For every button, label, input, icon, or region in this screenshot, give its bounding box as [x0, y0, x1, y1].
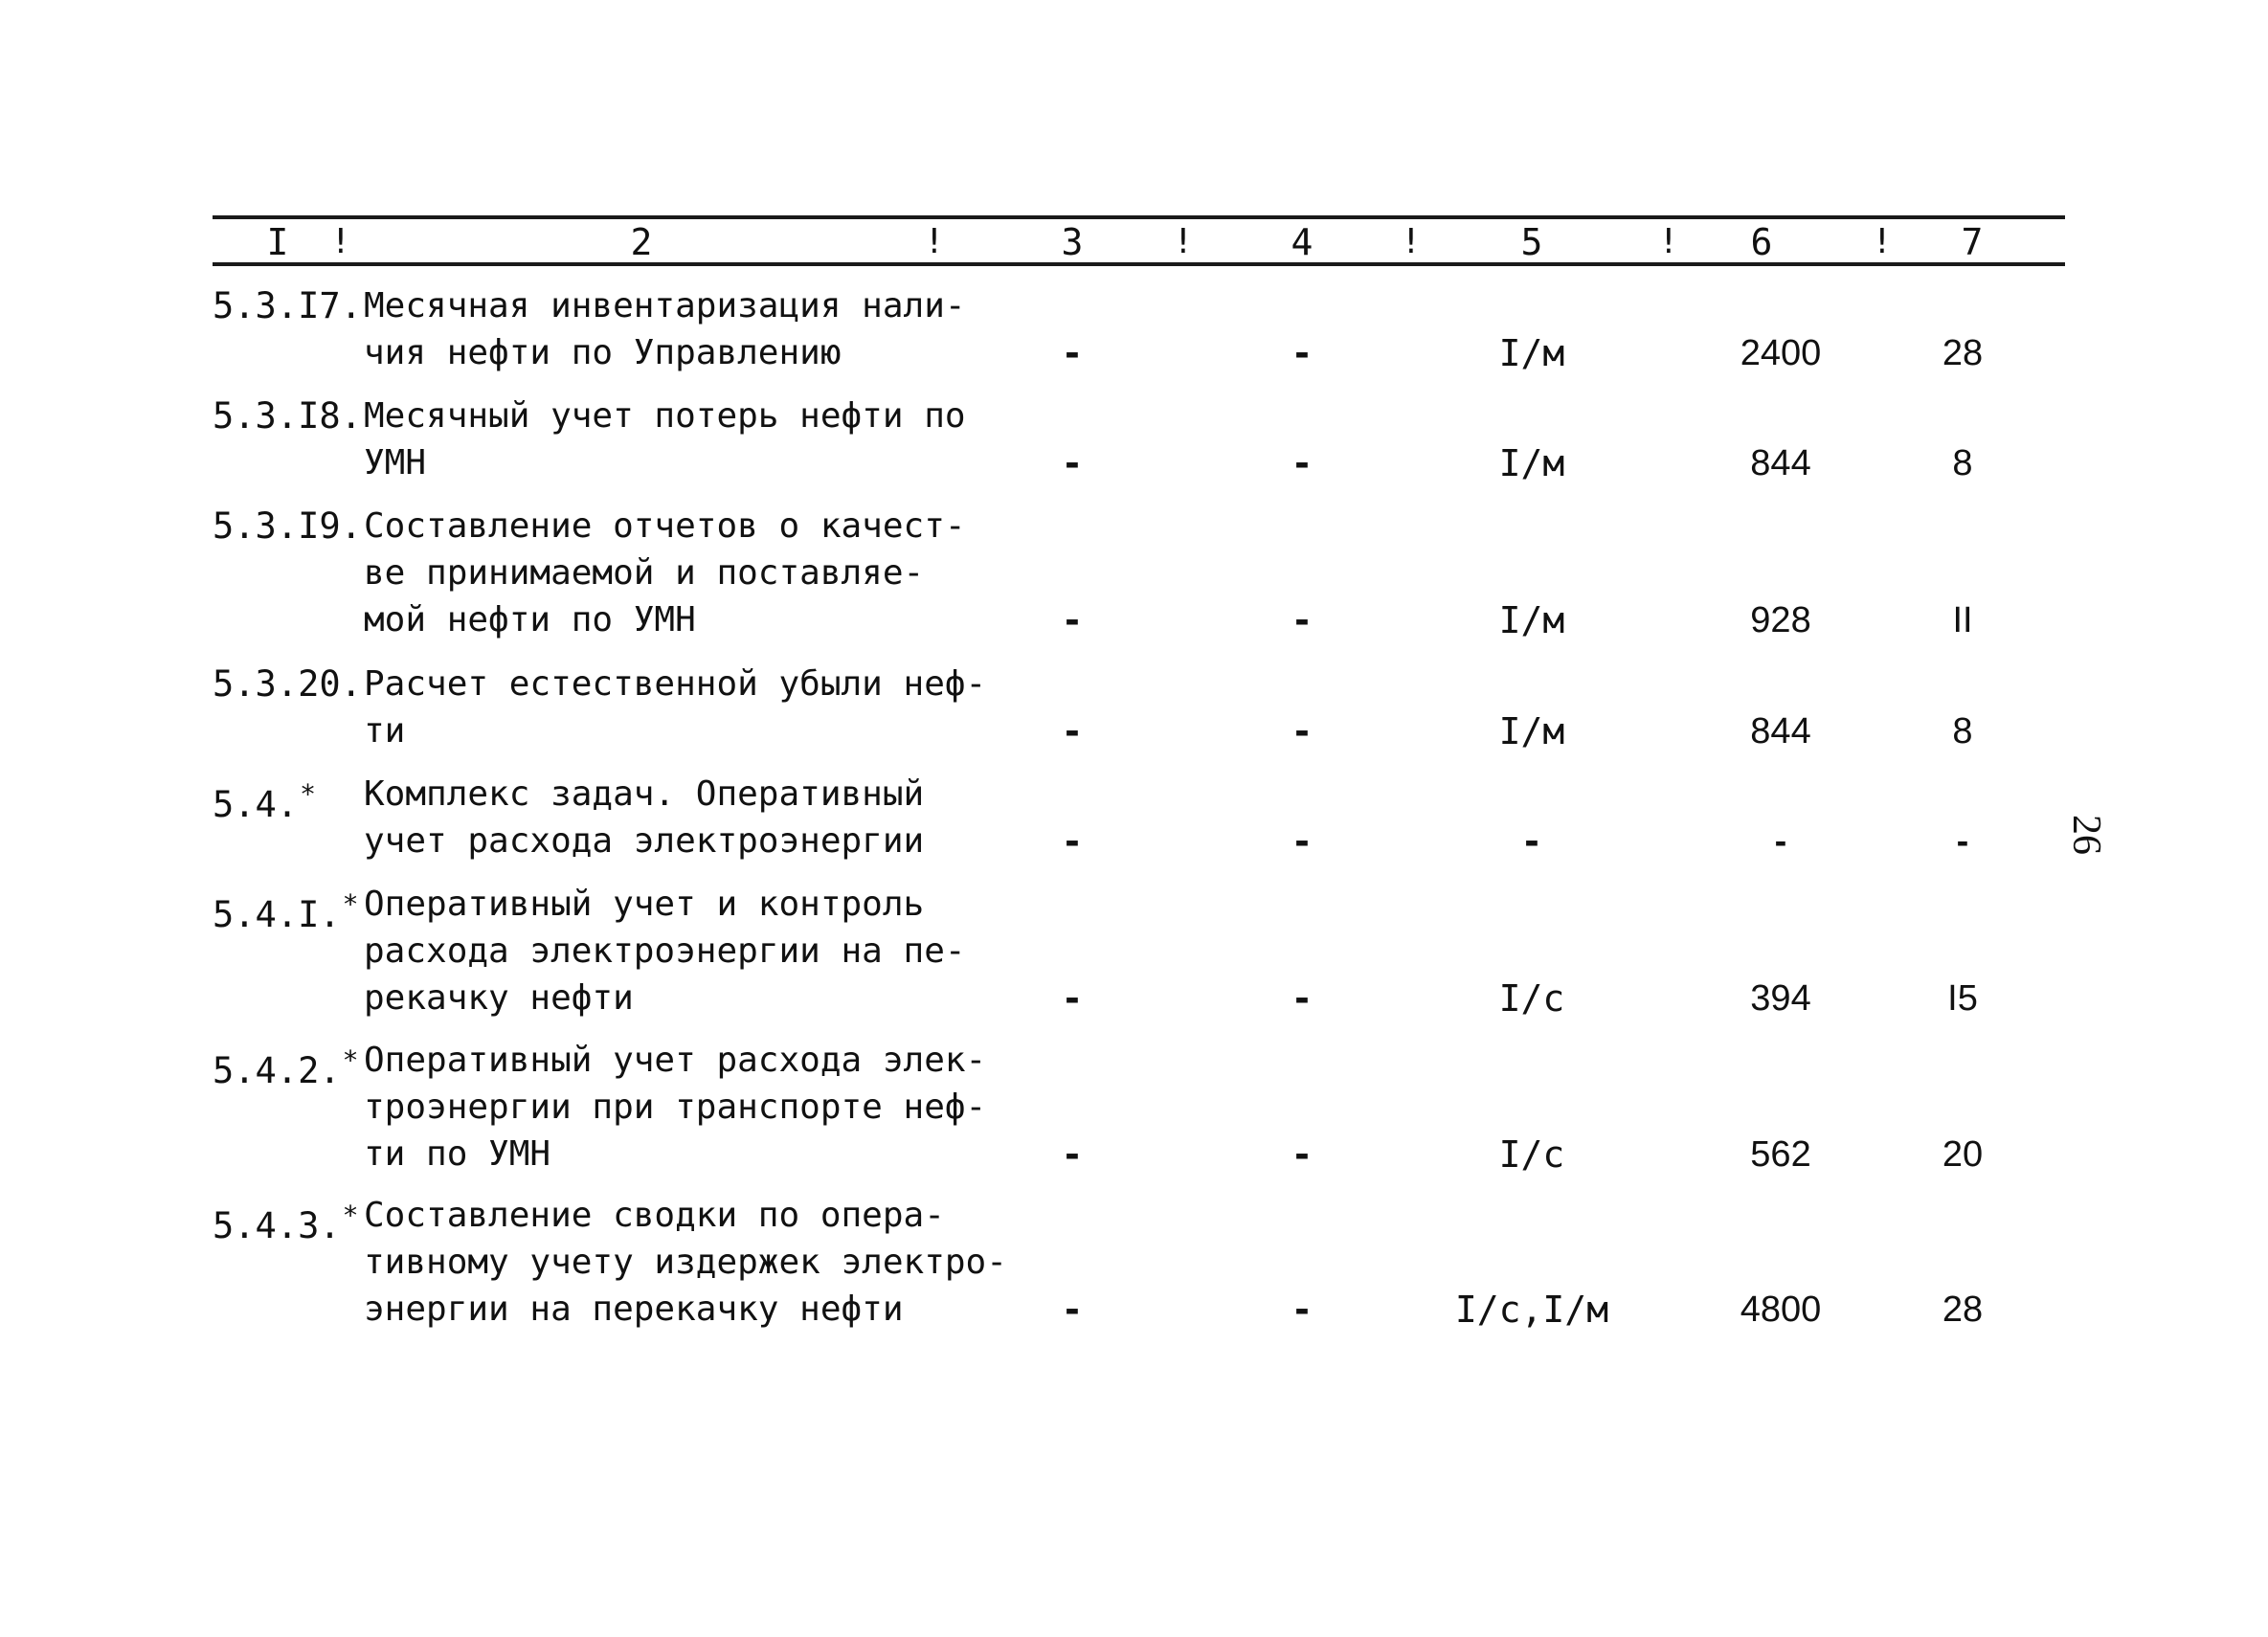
cell-c6: 562: [1750, 1134, 1811, 1175]
footnote-mark: *: [300, 778, 316, 810]
row-number: [213, 881, 359, 939]
row-number-text: 5.3.I9.: [213, 505, 362, 547]
row-number-text: 5.4.3.: [213, 1205, 341, 1246]
cell-c6: 394: [1750, 978, 1811, 1019]
description-line: Оперативный учет и контроль: [364, 885, 925, 924]
column-header-3: 3: [1061, 221, 1084, 263]
cell-c7: 28: [1942, 1289, 1984, 1330]
cell-c5: I/с: [1498, 977, 1565, 1020]
cell-c7: I5: [1947, 978, 1978, 1019]
column-separator: !: [1401, 222, 1422, 261]
cell-c4: -: [1291, 977, 1314, 1020]
column-separator: !: [924, 222, 945, 261]
table-header-rule: [213, 262, 2065, 266]
column-header-6: 6: [1750, 221, 1773, 263]
cell-c4: -: [1291, 332, 1314, 374]
cell-c3: -: [1061, 820, 1084, 863]
row-number: [213, 392, 362, 440]
cell-c6: 2400: [1740, 333, 1822, 373]
description-line: Составление отчетов о качест-: [364, 506, 966, 546]
row-number-text: 5.4.2.: [213, 1050, 341, 1091]
description-line: энергии на перекачку нефти: [364, 1289, 904, 1329]
cell-c4: -: [1291, 820, 1314, 863]
row-description: [364, 503, 977, 643]
cell-c4: -: [1291, 1289, 1314, 1331]
cell-c3: -: [1061, 599, 1084, 641]
row-number-text: 5.3.I8.: [213, 395, 362, 437]
column-separator: !: [1872, 222, 1893, 261]
cell-c5: I/м: [1498, 599, 1565, 641]
row-number-text: 5.4.I.: [213, 894, 341, 935]
description-line: Расчет естественной убыли неф-: [364, 664, 987, 704]
description-line: расхода электроэнергии на пе-: [364, 931, 966, 971]
column-separator: !: [1173, 222, 1194, 261]
row-number: [213, 282, 362, 330]
row-description: [364, 282, 977, 376]
cell-c5: I/м: [1498, 332, 1565, 374]
cell-c5: -: [1520, 820, 1543, 863]
description-line: УМН: [364, 443, 427, 482]
footnote-mark: *: [342, 1044, 359, 1076]
cell-c3: -: [1061, 442, 1084, 484]
description-line: мой нефти по УМН: [364, 600, 696, 639]
description-line: Оперативный учет расхода элек-: [364, 1041, 987, 1080]
description-line: учет расхода электроэнергии: [364, 821, 925, 861]
description-line: чия нефти по Управлению: [364, 333, 842, 372]
description-line: тивному учету издержек электро-: [364, 1243, 1007, 1282]
cell-c5: I/м: [1498, 442, 1565, 484]
cell-c3: -: [1061, 332, 1084, 374]
row-number-text: 5.4.: [213, 784, 299, 825]
cell-c7: -: [1956, 821, 1969, 862]
row-number-text: 5.3.I7.: [213, 285, 362, 326]
cell-c6: 4800: [1740, 1289, 1822, 1330]
cell-c7: 8: [1952, 443, 1973, 483]
description-line: троэнергии при транспорте неф-: [364, 1088, 987, 1127]
cell-c3: -: [1061, 1133, 1084, 1176]
cell-c7: 28: [1942, 333, 1984, 373]
cell-c5: I/м: [1498, 710, 1565, 752]
row-number: [213, 661, 362, 708]
cell-c5: I/с,I/м: [1454, 1289, 1609, 1331]
row-description: [364, 881, 977, 1021]
row-description: [364, 1037, 987, 1177]
cell-c6: -: [1774, 821, 1787, 862]
cell-c4: -: [1291, 710, 1314, 752]
cell-c6: 844: [1750, 443, 1811, 483]
cell-c3: -: [1061, 710, 1084, 752]
row-description: [364, 771, 977, 864]
row-number-text: 5.3.20.: [213, 663, 362, 705]
column-separator: !: [330, 222, 351, 261]
page-number: 26: [2064, 815, 2108, 855]
footnote-mark: *: [342, 1200, 359, 1231]
cell-c3: -: [1061, 977, 1084, 1020]
cell-c7: 20: [1942, 1134, 1984, 1175]
column-separator: !: [1658, 222, 1679, 261]
description-line: ве принимаемой и поставляе-: [364, 553, 925, 593]
cell-c6: 844: [1750, 711, 1811, 751]
cell-c6: 928: [1750, 600, 1811, 640]
cell-c3: -: [1061, 1289, 1084, 1331]
description-line: Месячный учет потерь нефти по: [364, 396, 966, 436]
cell-c7: 8: [1952, 711, 1973, 751]
description-line: Комплекс задач. Оперативный: [364, 774, 925, 814]
cell-c4: -: [1291, 599, 1314, 641]
description-line: ти по УМН: [364, 1134, 551, 1174]
row-description: [364, 1192, 1007, 1333]
row-number: [213, 503, 362, 550]
cell-c4: -: [1291, 442, 1314, 484]
row-description: [364, 392, 977, 486]
description-line: Месячная инвентаризация нали-: [364, 286, 966, 325]
column-header-4: 4: [1291, 221, 1314, 263]
description-line: Составление сводки по опера-: [364, 1196, 945, 1235]
column-header-5: 5: [1520, 221, 1543, 263]
row-description: [364, 661, 987, 754]
table-top-rule: [213, 215, 2065, 219]
description-line: рекачку нефти: [364, 978, 634, 1018]
cell-c4: -: [1291, 1133, 1314, 1176]
row-number: [213, 771, 316, 829]
column-header-7: 7: [1961, 221, 1984, 263]
cell-c7: II: [1952, 600, 1973, 640]
row-number: [213, 1192, 359, 1250]
column-header-1: I: [266, 221, 289, 263]
column-header-2: 2: [630, 221, 653, 263]
footnote-mark: *: [342, 888, 359, 920]
row-number: [213, 1037, 359, 1095]
cell-c5: I/с: [1498, 1133, 1565, 1176]
description-line: ти: [364, 711, 406, 751]
